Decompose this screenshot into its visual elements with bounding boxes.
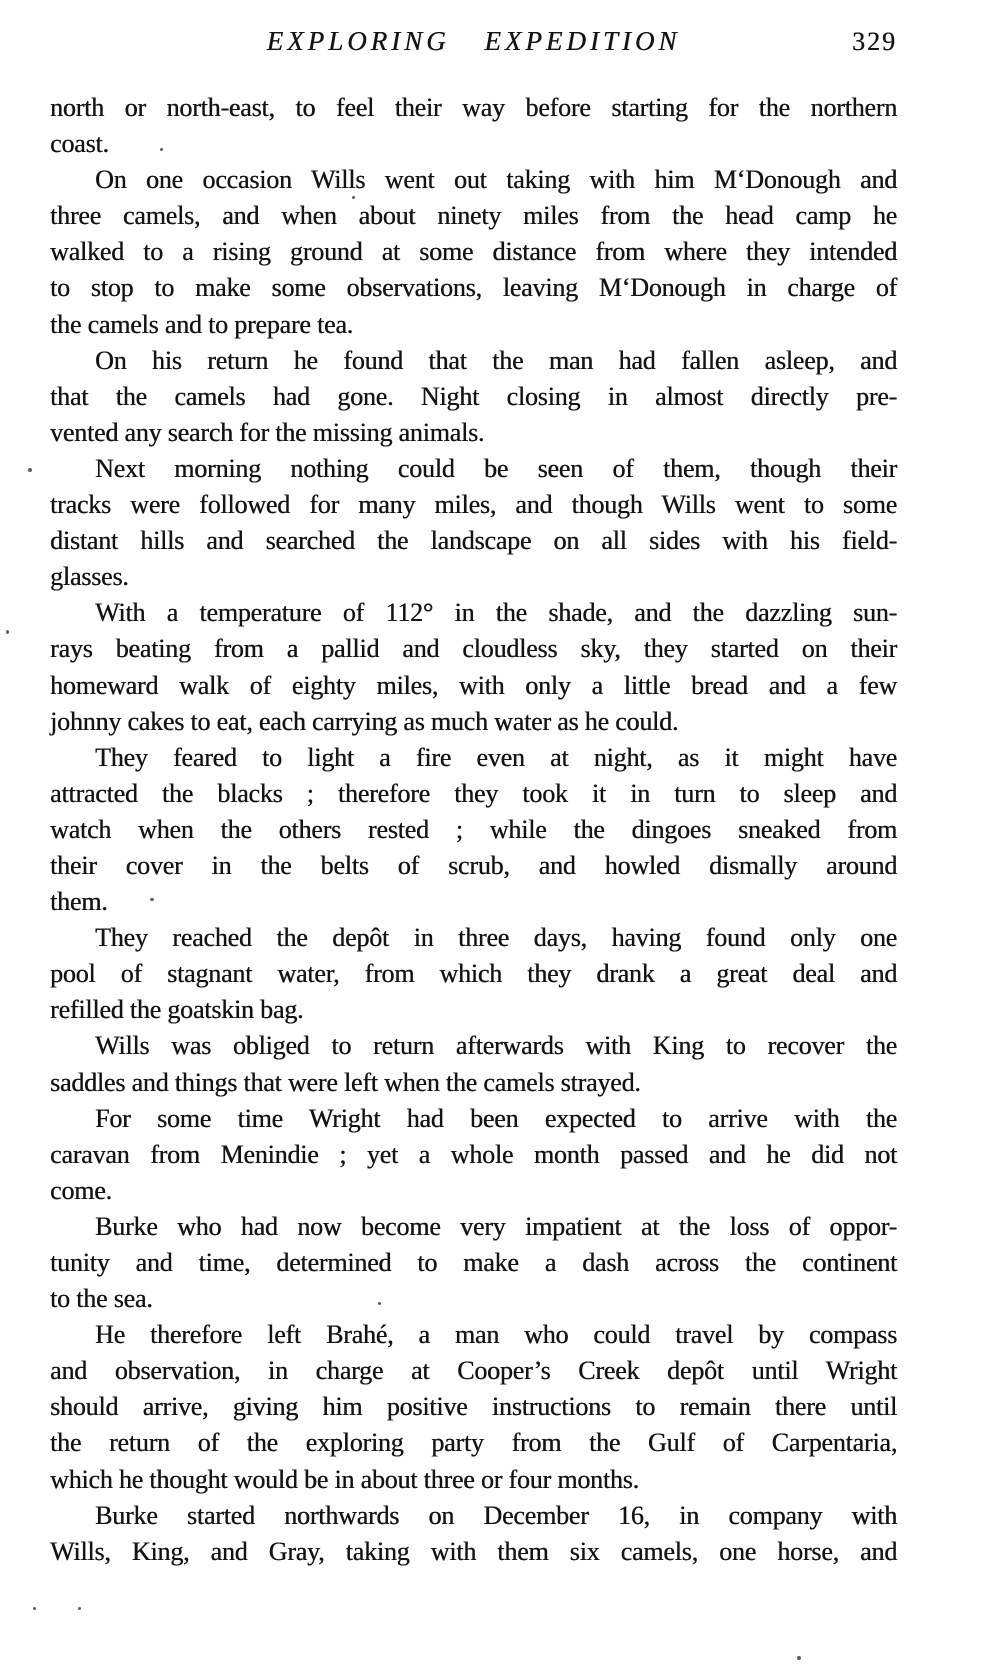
text-line: homeward walk of eighty miles, with only a little bread and a few [50,670,897,700]
text-line: He therefore left Brahé, a man who could travel by compass [95,1320,897,1350]
scan-speck [160,148,163,151]
paragraph [50,343,897,451]
page-number: 329 [852,27,897,56]
paragraph [50,1028,897,1100]
text-line: With a temperature of 112° in the shade, and the dazzling sun- [95,598,897,628]
text-line: pool of stagnant water, from which they drank a great deal and [50,959,897,989]
page-text-block [50,90,897,1570]
text-line: their cover in the belts of scrub, and howled dismally around [50,850,897,880]
scan-speck [33,1607,36,1610]
text-line: and observation, in charge at Cooper’s Creek depôt until Wright [50,1356,897,1386]
text-line: coast. [50,129,109,159]
paragraph [50,162,897,342]
text-line: vented any search for the missing animals. [50,417,485,447]
text-line: them. [50,887,108,917]
paragraph [50,90,897,162]
text-line: On one occasion Wills went out taking with him M‘Donough and [95,165,897,195]
scan-speck [150,898,154,901]
text-line: For some time Wright had been expected to arrive with the [95,1103,897,1133]
scan-speck [352,196,355,199]
scan-speck [378,1302,381,1305]
paragraph [50,920,897,1028]
text-line: should arrive, giving him positive instructions to remain there until [50,1392,897,1422]
text-line: johnny cakes to eat, each carrying as much water as he could. [50,706,679,736]
text-line: On his return he found that the man had fallen asleep, and [95,345,897,375]
text-line: tunity and time, determined to make a dash across the continent [50,1248,897,1277]
text-line: rays beating from a pallid and cloudless sky, they started on their [50,634,897,664]
paragraph [50,595,897,739]
text-line: glasses. [50,562,129,592]
text-line: come. [50,1175,112,1205]
scan-speck [6,630,9,634]
text-line: Burke who had now become very impatient at the loss of oppor- [95,1211,897,1241]
scan-speck [797,1656,801,1660]
paragraph [50,1101,897,1209]
text-line: They reached the depôt in three days, having found only one [95,923,897,953]
paragraph [50,1498,897,1570]
text-line: watch when the others rested ; while the dingoes sneaked from [50,814,897,844]
paragraph [50,740,897,920]
text-line: the camels and to prepare tea. [50,309,353,339]
text-line: which he thought would be in about three or four months. [50,1464,639,1494]
text-line: walked to a rising ground at some distance from where they intended [50,237,897,267]
scan-speck [28,468,32,472]
text-line: to stop to make some observations, leaving M‘Donough in charge of [50,273,897,303]
text-line: to the sea. [50,1284,153,1314]
paragraph [50,1317,897,1497]
text-line: three camels, and when about ninety miles from the head camp he [50,201,897,231]
running-title: EXPLORING EXPEDITION [266,26,681,56]
page-header [50,26,897,66]
text-line: attracted the blacks ; therefore they took it in turn to sleep and [50,778,897,808]
text-line: north or north-east, to feel their way before starting for the northern [50,93,897,122]
text-line: Wills was obliged to return afterwards with King to recover the [95,1031,897,1061]
text-line: They feared to light a fire even at night, as it might have [95,742,897,772]
text-line: caravan from Menindie ; yet a whole month passed and he did not [50,1139,897,1169]
text-line: refilled the goatskin bag. [50,995,304,1025]
paragraph [50,1209,897,1317]
text-line: that the camels had gone. Night closing in almost directly pre- [50,381,897,411]
paragraph [50,451,897,595]
text-line: Burke started northwards on December 16, in company with [95,1500,897,1530]
text-line: the return of the exploring party from the Gulf of Carpentaria, [50,1428,897,1458]
text-line: saddles and things that were left when the camels strayed. [50,1067,641,1097]
text-line: distant hills and searched the landscape on all sides with his field- [50,526,897,556]
text-line: Next morning nothing could be seen of them, though their [95,453,897,483]
scan-speck [78,1607,81,1610]
text-line: Wills, King, and Gray, taking with them six camels, one horse, and [50,1536,897,1566]
text-line: tracks were followed for many miles, and though Wills went to some [50,490,897,520]
